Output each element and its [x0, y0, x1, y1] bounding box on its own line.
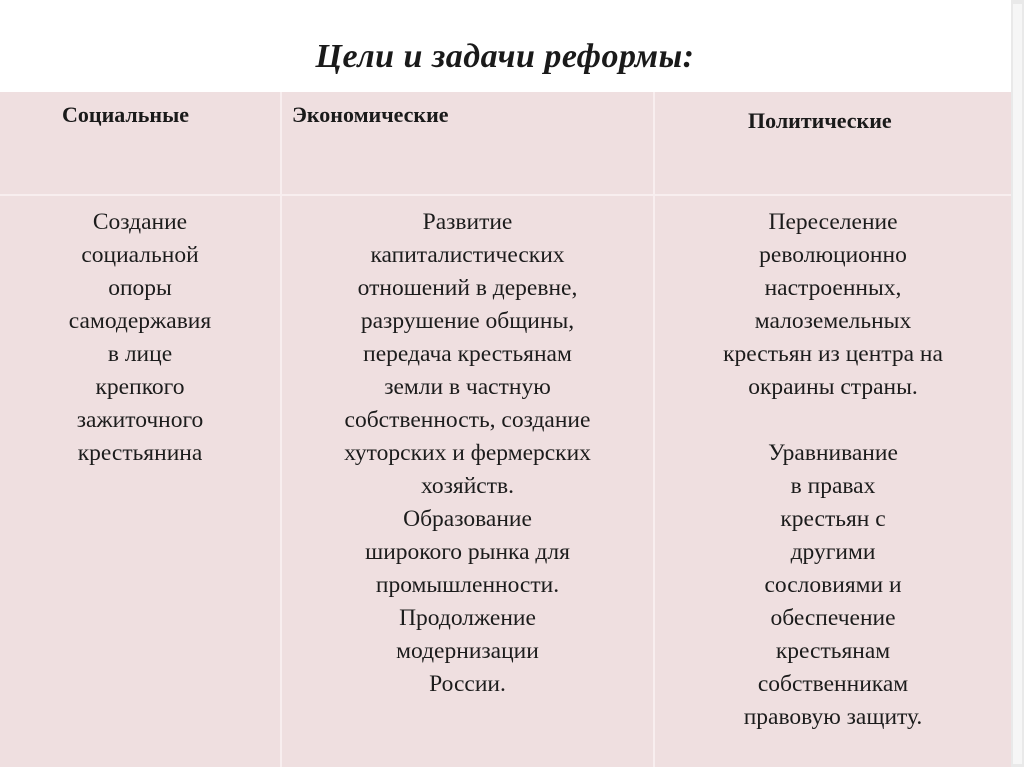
political-text-line: окраины страны. [748, 374, 918, 400]
reform-goals-table [0, 92, 1011, 767]
cell-political [662, 206, 1004, 734]
cell-social [10, 206, 270, 470]
economic-text-line: широкого рынка для [365, 539, 570, 565]
economic-text-line: передача крестьянам [363, 341, 572, 367]
scrollbar-thumb[interactable] [1013, 4, 1022, 764]
vertical-scrollbar[interactable] [1011, 0, 1024, 767]
paragraph-gap [662, 404, 1004, 437]
political-text-line: крестьянам [775, 638, 891, 664]
economic-text-line: разрушение общины, [360, 308, 575, 334]
header-economic: Экономические [292, 102, 449, 127]
political-text-line: другими [790, 539, 876, 565]
header-political: Политические [748, 108, 892, 133]
social-text-line: зажиточного [76, 407, 204, 433]
economic-text-line: отношений в деревне, [357, 275, 578, 301]
political-text-line: революционно [759, 242, 907, 268]
political-text-line: настроенных, [764, 275, 902, 301]
political-text-line: правовую защиту. [743, 704, 923, 730]
economic-text-line: модернизации [396, 638, 539, 664]
political-text-line: собственникам [757, 671, 909, 697]
social-text-line: в лице [107, 341, 173, 367]
economic-text-line: земли в частную [384, 374, 551, 400]
political-text-line: Уравнивание [768, 440, 898, 466]
economic-text-line: собственность, создание [344, 407, 591, 433]
social-text-line: самодержавия [68, 308, 212, 334]
economic-text-line: Продолжение [399, 605, 536, 631]
economic-text-line: промышленности. [375, 572, 560, 598]
political-text-line: Переселение [768, 209, 898, 235]
political-text-line: в правах [790, 473, 876, 499]
economic-text-line: Образование [403, 506, 532, 532]
economic-text-line: России. [429, 671, 506, 697]
header-social: Социальные [62, 102, 190, 127]
political-text-line: малоземельных [754, 308, 912, 334]
economic-text-line: капиталистических [370, 242, 565, 268]
social-text-line: опоры [108, 275, 172, 301]
economic-text-line: Развитие [422, 209, 513, 235]
slide-title: Цели и задачи реформы: [315, 38, 695, 75]
social-text-line: крестьянина [77, 440, 203, 466]
political-text-line: обеспечение [770, 605, 896, 631]
social-text-line: Создание [92, 209, 188, 235]
cell-economic [290, 206, 645, 701]
political-text-line: крестьян из центра на [723, 341, 943, 367]
social-text-line: крепкого [95, 374, 185, 400]
header-row-divider [0, 194, 1011, 196]
political-text-line: крестьян с [780, 506, 886, 532]
economic-text-line: хозяйств. [421, 473, 514, 499]
political-text-line: сословиями и [764, 572, 902, 598]
economic-text-line: хуторских и фермерских [344, 440, 591, 466]
social-text-line: социальной [81, 242, 199, 268]
